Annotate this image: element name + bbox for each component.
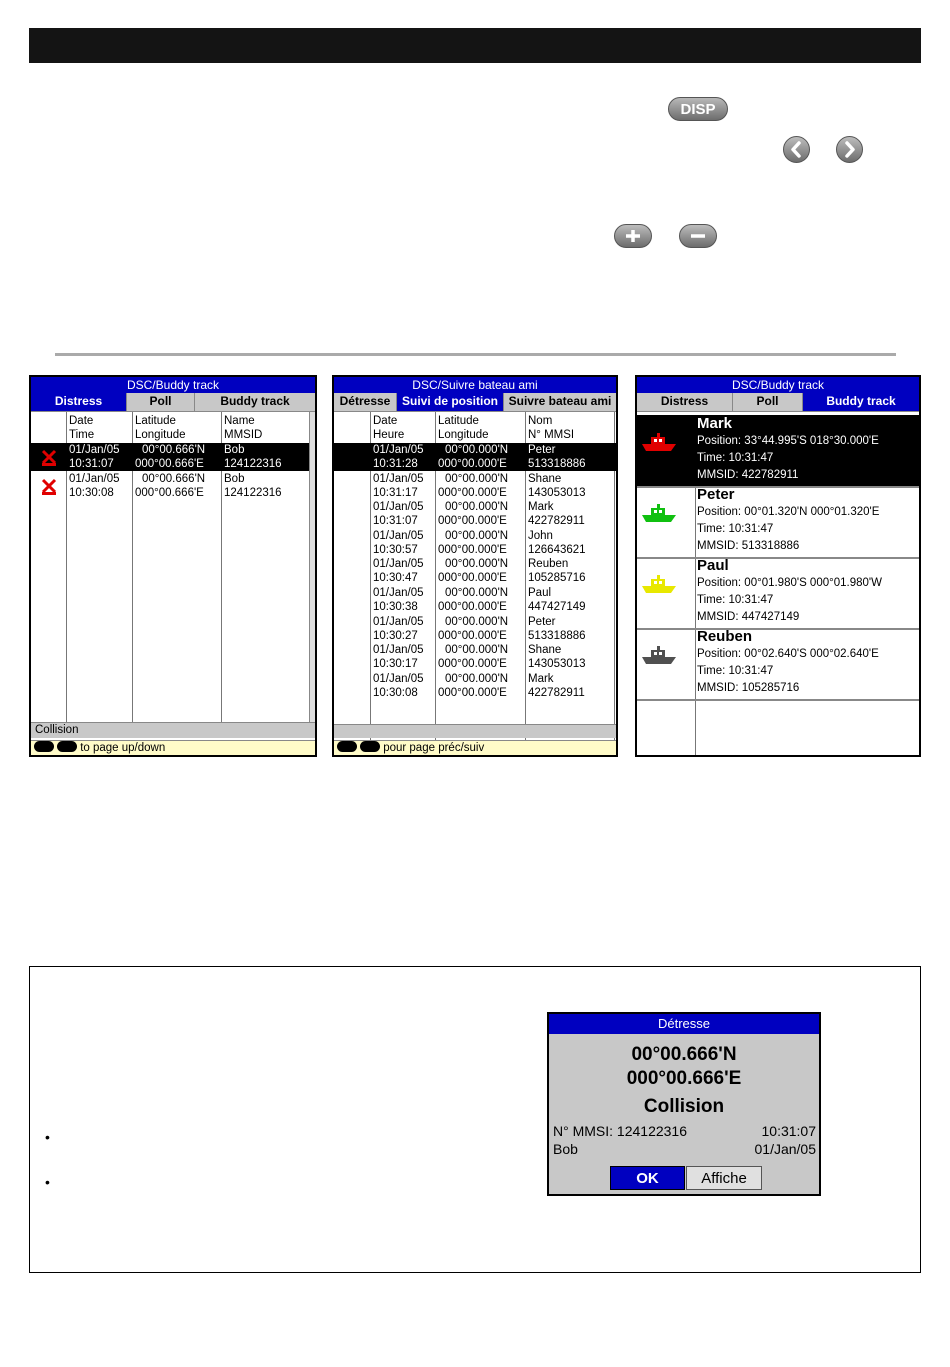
buddy-position: Position: 00°01.320'N 000°01.320'E (697, 506, 880, 518)
hint-bar (334, 740, 616, 756)
cell-date: 01/Jan/05 (373, 472, 424, 485)
dialog-longitude: 000°00.666'E (626, 1068, 742, 1089)
buddy-mmsi: MMSID: 513318886 (697, 540, 800, 552)
cell-lon: 000°00.000'E (438, 686, 507, 699)
cell-date: 01/Jan/05 (373, 558, 424, 571)
cell-mmsi: 126643621 (528, 543, 586, 556)
cell-time: 10:30:57 (373, 543, 418, 556)
table-row[interactable] (334, 557, 616, 585)
cell-lon: 000°00.666'E (135, 458, 204, 470)
screen-title: DSC/Suivre bateau ami (334, 377, 616, 393)
screen-title: DSC/Buddy track (31, 377, 315, 393)
cell-lat: 00°00.666'N (142, 473, 206, 485)
cell-date: 01/Jan/05 (373, 615, 424, 628)
cell-lat: 00°00.000'N (445, 501, 509, 514)
tab-suivi-position[interactable]: Suivi de position (397, 393, 504, 411)
header-name: Name (224, 415, 255, 427)
header-longitude: Longitude (438, 429, 489, 441)
tab-distress[interactable]: Distress (31, 393, 127, 411)
buddy-name: Reuben (697, 628, 753, 645)
show-button[interactable]: Affiche (686, 1166, 762, 1190)
scrollbar[interactable] (309, 412, 315, 722)
cell-lon: 000°00.666'E (135, 487, 204, 499)
table-row[interactable] (334, 643, 616, 671)
cell-name: Paul (528, 587, 552, 599)
cell-date: 01/Jan/05 (373, 501, 424, 514)
plus-icon (614, 224, 652, 248)
cell-time: 10:30:08 (69, 487, 114, 499)
cell-name: Shane (528, 644, 562, 657)
tab-poll[interactable]: Poll (127, 393, 195, 411)
cell-lat: 00°00.000'N (445, 615, 509, 628)
status-bar: Collision (31, 722, 315, 738)
table-row[interactable] (334, 529, 616, 557)
boat-icon (641, 575, 677, 595)
disp-key-icon: DISP (668, 97, 728, 121)
cell-lat: 00°00.000'N (445, 644, 509, 657)
table-row[interactable] (334, 472, 616, 500)
plus-key-icon (34, 741, 54, 752)
boat-icon (641, 433, 677, 453)
dialog-date: 01/Jan/05 (754, 1141, 816, 1157)
screen-distress-list (29, 375, 317, 757)
buddy-time: Time: 10:31:47 (697, 523, 774, 535)
cell-time: 10:30:08 (373, 686, 418, 699)
buddy-time: Time: 10:31:47 (697, 665, 774, 677)
cell-name: Peter (528, 615, 556, 628)
bullet-point: • (45, 1129, 50, 1145)
tab-suivre-bateau-ami[interactable]: Suivre bateau ami (508, 394, 612, 408)
cell-mmsi: 143053013 (528, 658, 586, 671)
cell-time: 10:30:47 (373, 572, 418, 585)
cell-time: 10:30:17 (373, 658, 418, 671)
cell-name: Peter (528, 444, 556, 456)
cell-time: 10:30:38 (373, 601, 418, 613)
header-time: Heure (373, 429, 405, 441)
cell-lon: 000°00.000'E (438, 486, 507, 499)
cell-lon: 000°00.000'E (438, 543, 507, 556)
minus-icon (679, 224, 717, 248)
buddy-position: Position: 33°44.995'S 018°30.000'E (697, 435, 879, 447)
cell-mmsi: 143053013 (528, 486, 586, 499)
status-bar (334, 724, 616, 738)
cell-lon: 000°00.000'E (438, 572, 507, 585)
cell-name: Shane (528, 472, 562, 485)
cell-name: Bob (224, 473, 245, 485)
buddy-item[interactable] (637, 415, 919, 488)
header-mmsid: MMSID (224, 429, 263, 441)
tab-bar (334, 393, 616, 412)
distress-dialog (547, 1012, 821, 1196)
buddy-item[interactable] (637, 628, 919, 701)
buddy-name: Paul (697, 557, 729, 574)
cell-date: 01/Jan/05 (373, 587, 424, 599)
header-longitude: Longitude (135, 429, 186, 441)
chevron-right-icon (836, 136, 863, 163)
cell-name: John (528, 529, 553, 542)
buddy-list (637, 415, 919, 755)
buddy-time: Time: 10:31:47 (697, 452, 774, 464)
cell-time: 10:30:27 (373, 629, 418, 642)
screen-buddy-track (635, 375, 921, 757)
cell-lon: 000°00.000'E (438, 458, 507, 470)
tab-bar (637, 393, 919, 412)
tab-poll[interactable]: Poll (733, 393, 803, 411)
cell-lon: 000°00.000'E (438, 601, 507, 613)
cell-time: 10:31:28 (373, 458, 418, 470)
cell-lat: 00°00.666'N (142, 444, 206, 456)
header-time: Time (69, 429, 95, 441)
chevron-left-icon (783, 136, 810, 163)
table-row[interactable] (334, 500, 616, 528)
tab-bar (31, 393, 315, 412)
cell-lat: 00°00.000'N (445, 558, 509, 571)
distress-table (31, 412, 315, 722)
cell-time: 10:31:07 (373, 515, 418, 528)
ok-button[interactable]: OK (610, 1166, 685, 1190)
dialog-time: 10:31:07 (761, 1123, 816, 1139)
table-row[interactable] (334, 443, 616, 471)
cell-mmsi: 124122316 (224, 458, 282, 470)
dialog-nature: Collision (643, 1096, 725, 1117)
header-name: Nom (528, 415, 553, 427)
cell-lat: 00°00.000'N (445, 472, 509, 485)
header-mmsi: N° MMSI (528, 429, 575, 441)
boat-icon (641, 504, 677, 524)
buddy-item[interactable] (637, 557, 919, 630)
dialog-mmsi: N° MMSI: 124122316 (553, 1123, 688, 1139)
cell-time: 10:31:17 (373, 486, 418, 499)
cell-name: Mark (528, 501, 554, 514)
dialog-name: Bob (553, 1141, 578, 1157)
distress-icon (41, 478, 57, 496)
cell-lon: 000°00.000'E (438, 629, 507, 642)
cell-lat: 00°00.000'N (445, 587, 509, 599)
table-row[interactable] (334, 672, 616, 700)
buddy-item[interactable] (637, 486, 919, 559)
cell-mmsi: 513318886 (528, 629, 586, 642)
header-date: Date (69, 415, 94, 427)
table-row[interactable] (334, 615, 616, 643)
cell-lat: 00°00.000'N (445, 444, 509, 456)
tab-distress[interactable]: Distress (637, 393, 733, 411)
distress-icon (41, 449, 57, 467)
section-divider (55, 353, 896, 356)
cell-date: 01/Jan/05 (69, 444, 120, 456)
tab-detresse[interactable]: Détresse (334, 393, 397, 411)
cell-mmsi: 124122316 (224, 487, 282, 499)
table-row[interactable] (31, 472, 315, 500)
bullet-point: • (45, 1174, 50, 1190)
cell-mmsi: 422782911 (528, 515, 585, 528)
tracking-table (334, 412, 616, 742)
tab-buddy-track[interactable]: Buddy track (803, 393, 919, 411)
cell-date: 01/Jan/05 (373, 644, 424, 657)
cell-name: Reuben (528, 558, 569, 571)
buddy-mmsi: MMSID: 422782911 (697, 469, 799, 481)
minus-key-icon (57, 741, 77, 752)
plus-key-icon (337, 741, 357, 752)
cell-lat: 00°00.000'N (445, 529, 509, 542)
cell-mmsi: 447427149 (528, 601, 586, 613)
buddy-position: Position: 00°01.980'S 000°01.980'W (697, 577, 882, 589)
cell-name: Mark (528, 672, 554, 685)
cell-time: 10:31:07 (69, 458, 114, 470)
cell-date: 01/Jan/05 (373, 444, 424, 456)
buddy-mmsi: MMSID: 105285716 (697, 682, 800, 694)
cell-lon: 000°00.000'E (438, 515, 507, 528)
screen-position-tracking (332, 375, 618, 757)
table-row[interactable] (334, 586, 616, 614)
dialog-latitude: 00°00.666'N (631, 1044, 737, 1065)
cell-mmsi: 105285716 (528, 572, 586, 585)
buddy-position: Position: 00°02.640'S 000°02.640'E (697, 648, 879, 660)
header-latitude: Latitude (438, 415, 479, 427)
hint-bar (31, 740, 315, 756)
buddy-mmsi: MMSID: 447427149 (697, 611, 800, 623)
hint-text: pour page préc/suiv (383, 742, 485, 754)
cell-date: 01/Jan/05 (69, 473, 120, 485)
cell-lat: 00°00.000'N (445, 672, 509, 685)
minus-key-icon (360, 741, 380, 752)
buddy-name: Mark (697, 415, 733, 432)
tab-buddy-track[interactable]: Buddy track (220, 394, 290, 408)
header-latitude: Latitude (135, 415, 176, 427)
screen-title: DSC/Buddy track (637, 377, 919, 393)
buddy-time: Time: 10:31:47 (697, 594, 774, 606)
boat-icon (641, 646, 677, 666)
table-row[interactable] (31, 443, 315, 471)
buddy-name: Peter (697, 486, 735, 503)
cell-mmsi: 422782911 (528, 686, 585, 699)
cell-lon: 000°00.000'E (438, 658, 507, 671)
cell-date: 01/Jan/05 (373, 529, 424, 542)
dialog-title: Détresse (549, 1014, 819, 1034)
hint-text: to page up/down (80, 742, 166, 754)
header-date: Date (373, 415, 398, 427)
cell-name: Bob (224, 444, 245, 456)
header-bar (29, 28, 921, 63)
cell-mmsi: 513318886 (528, 458, 586, 470)
cell-date: 01/Jan/05 (373, 672, 424, 685)
